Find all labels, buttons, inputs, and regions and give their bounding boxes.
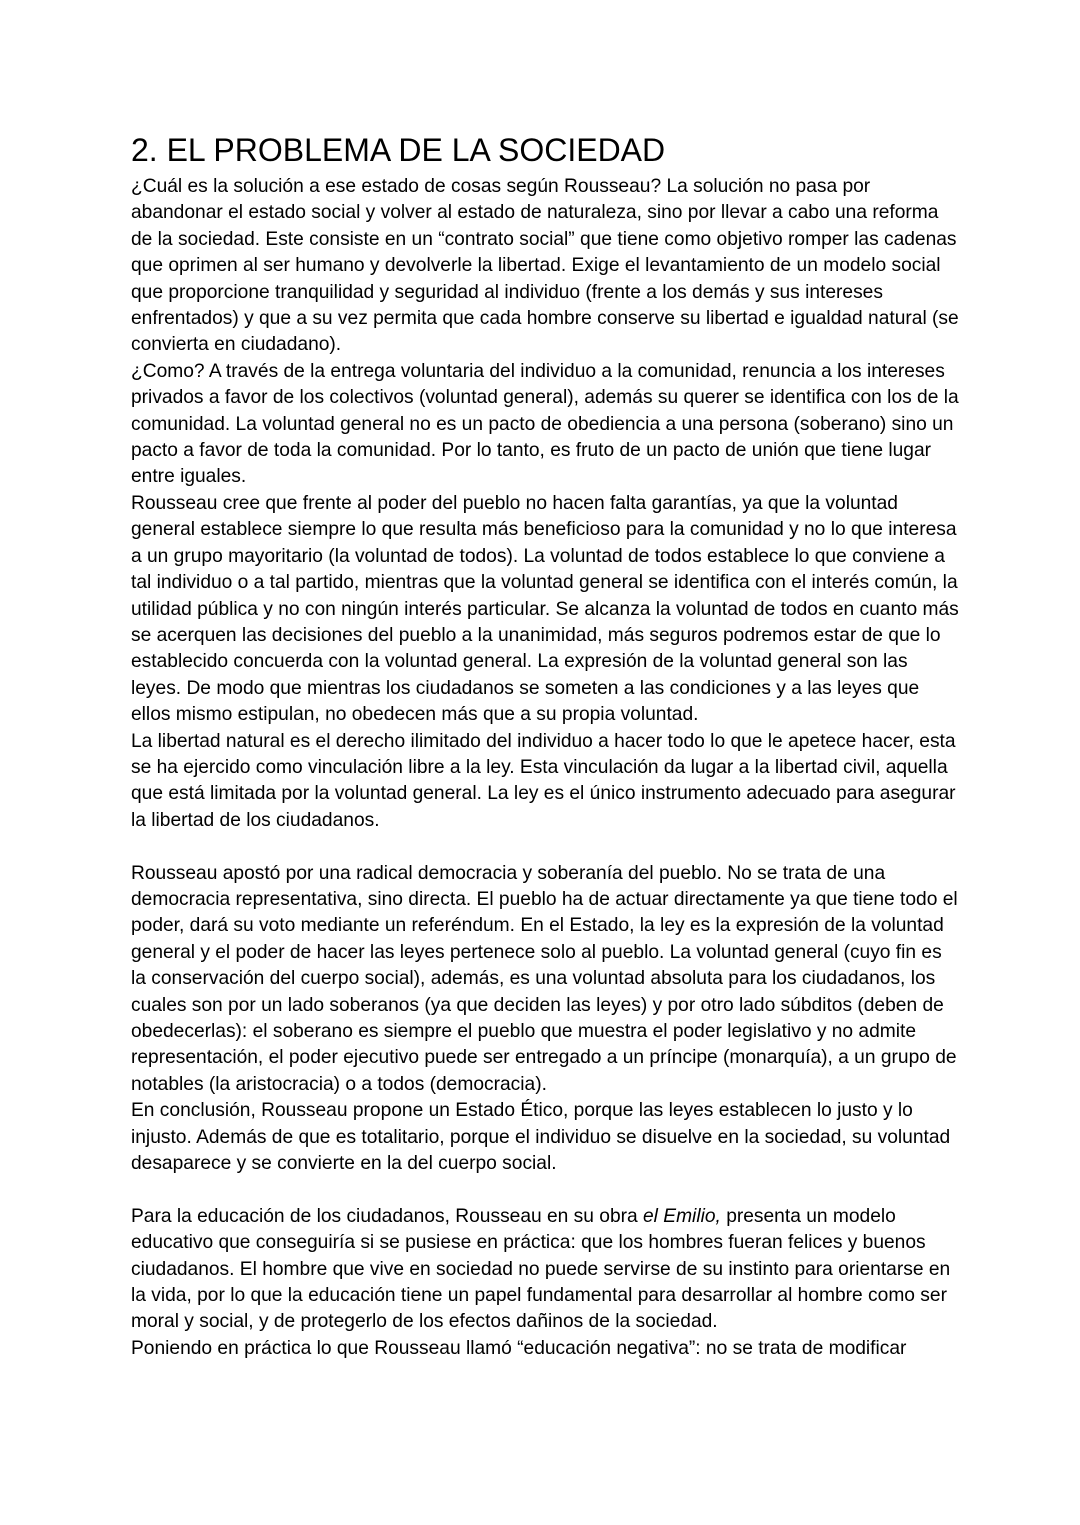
paragraph-voluntad-general: Rousseau cree que frente al poder del pueblo no hacen falta garantías, ya que la voluntad general establece siempre lo que resulta más beneficioso para la comunidad y no lo que interesa a un grupo mayoritario (la voluntad de todos). La voluntad de todos establece lo que conviene a tal individuo o a tal partido, mientras que la voluntad general se identifica con el interés común, la utilidad pública y no con ningún interés particular. Se alcanza la voluntad de todos en cuanto más se acerquen las decisiones del pueblo a la unanimidad, más seguros podremos estar de que lo establecido concuerda con la voluntad general. La expresión de la voluntad general son las leyes. De modo que mientras los ciudadanos se someten a las condiciones y a las leyes que ellos mismo estipulan, no obedecen más que a su propia voluntad. [131, 492, 959, 726]
text-block-educacion [131, 1204, 961, 1362]
paragraph-solucion: ¿Cuál es la solución a ese estado de cosas según Rousseau? La solución no pasa por abandonar el estado social y volver al estado de naturaleza, sino por llevar a cabo una reforma de la sociedad. Este consiste en un “contrato social” que tiene como objetivo romper las cadenas que oprimen al ser humano y devolverle la libertad. Exige el levantamiento de un modelo social que proporcione tranquilidad y seguridad al individuo (frente a los demás y sus intereses enfrentados) y que a su vez permita que cada hombre conserve su libertad e igualdad natural (se convierta en ciudadano). [131, 176, 959, 356]
paragraph-libertad-natural: La libertad natural es el derecho ilimitado del individuo a hacer todo lo que le apetece hacer, esta se ha ejercido como vinculación libre a la ley. Esta vinculación da lugar a la libertad civil, aquella que está limitada por la voluntad general. La ley es el único instrumento adecuado para asegurar la libertad de los ciudadanos. [131, 730, 956, 831]
paragraph-educacion-rest: presenta un modelo educativo que conseguiría si se pusiese en práctica: que los hombres fueran felices y buenos ciudadanos. El hombre que vive en sociedad no puede servirse de su instinto para orientarse en la vida, por lo que la educación tiene un papel fundamental para desarrollar al hombre como ser moral y social, y de protegerlo de los efectos dañinos de la sociedad. [131, 1205, 951, 1333]
book-title-emilio: el Emilio, [643, 1205, 721, 1227]
paragraph-educacion-negativa: Poniendo en práctica lo que Rousseau llamó “educación negativa”: no se trata de modificar [131, 1337, 907, 1359]
paragraph-educacion [131, 1204, 961, 1336]
section-title: 2. EL PROBLEMA DE LA SOCIEDAD [131, 132, 666, 168]
text-block-democracia [131, 861, 961, 1178]
paragraph-conclusion: En conclusión, Rousseau propone un Estado Ético, porque las leyes establecen lo justo y lo injusto. Además de que es totalitario, porque el individuo se disuelve en la sociedad, su voluntad desaparece y se convierte en la del cuerpo social. [131, 1100, 951, 1175]
paragraph-democracia: Rousseau apostó por una radical democracia y soberanía del pueblo. No se trata de una democracia representativa, sino directa. El pueblo ha de actuar directamente ya que tiene todo el poder, dará su voto mediante un referéndum. En el Estado, la ley es la expresión de la voluntad general y el poder de hacer las leyes pertenece solo al pueblo. La voluntad general (cuyo fin es la conservación del cuerpo social), además, es una voluntad absoluta para los ciudadanos, los cuales son por un lado soberanos (ya que deciden las leyes) y por otro lado súbditos (deben de obedecerlas): el soberano es siempre el pueblo que muestra el poder legislativo y no admite representación, el poder ejecutivo puede ser entregado a un príncipe (monarquía), a un grupo de notables (la aristocracia) o a todos (democracia). [131, 862, 958, 1095]
paragraph-educacion-start: Para la educación de los ciudadanos, Rousseau en su obra [131, 1205, 644, 1227]
document-page [131, 128, 961, 1362]
text-block-contrato-social [131, 174, 961, 834]
paragraph-como: ¿Como? A través de la entrega voluntaria del individuo a la comunidad, renuncia a los intereses privados a favor de los colectivos (voluntad general), además su querer se identifica con los de la comunidad. La voluntad general no es un pacto de obediencia a una persona (soberano) sino un pacto a favor de toda la comunidad. Por lo tanto, es fruto de un pacto de unión que tiene lugar entre iguales. [131, 360, 959, 488]
